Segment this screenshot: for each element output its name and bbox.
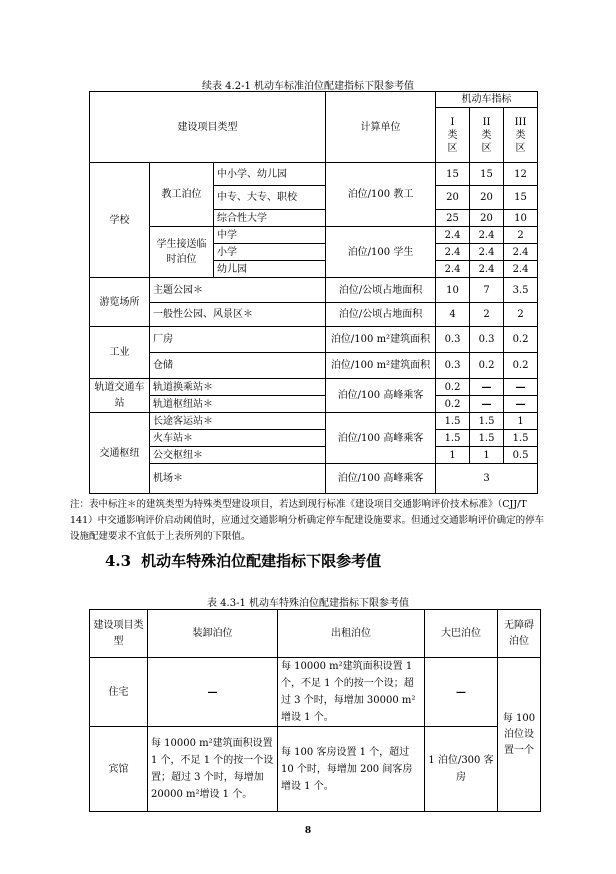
category-school: 学校: [90, 163, 150, 278]
row-label: 中专、大专、职校: [214, 186, 326, 210]
table1-caption: 续表 4.2-1 机动车标准泊位配建指标下限参考值: [201, 81, 414, 92]
row-label: 轨道换乘站＊: [150, 379, 326, 396]
value-cell: 2.4: [504, 244, 538, 261]
header-unit: 计算单位: [326, 92, 436, 163]
value-cell: 12: [504, 163, 538, 186]
unit-cell: 泊位/100 高峰乘客: [326, 379, 436, 413]
t2-cell-loading: —: [148, 658, 278, 727]
unit-cell: 泊位/公顷占地面积: [326, 303, 436, 327]
section-title: 机动车特殊泊位配建指标下限参考值: [141, 552, 382, 570]
row-label: 机场＊: [150, 464, 326, 494]
unit-cell: 泊位/公顷占地面积: [326, 278, 436, 303]
value-cell: 1.5: [504, 430, 538, 447]
unit-cell: 泊位/100 高峰乘客: [326, 413, 436, 464]
value-cell: 1: [504, 413, 538, 430]
value-cell: 1.5: [470, 430, 504, 447]
table2: [89, 609, 541, 812]
value-cell: 10: [504, 210, 538, 227]
t2-cell-taxi: 每 100 客房设置 1 个，超过 10 个时，每增加 200 间客房增设 1 个。: [278, 727, 425, 812]
value-cell: 3.5: [504, 278, 538, 303]
row-label: 厂房: [150, 327, 326, 353]
table-note: 注：表中标注＊的建筑类型为特殊类型建设项目，若达到现行标准《建设项目交通影响评价技术标准》（CJJ/T 141）中交通影响评价启动阈值时，应通过交通影响分析确定停车配建设施要求。但通过交通影响评价确定的停车设施配建要求不宜低于上表所列的下限值。: [70, 499, 545, 542]
value-cell: 2.4: [470, 261, 504, 278]
value-cell: 1.5: [470, 413, 504, 430]
t2-header-loading: 装卸泊位: [148, 610, 278, 658]
value-cell: 0.2: [436, 379, 470, 396]
unit-cell: 泊位/100 教工: [326, 163, 436, 227]
t2-header-project-type: 建设项目类型: [90, 610, 148, 658]
value-cell: 2.4: [436, 227, 470, 244]
subcategory-staff: 教工泊位: [150, 163, 214, 227]
value-cell: 2.4: [436, 244, 470, 261]
value-cell: 0.2: [436, 396, 470, 413]
value-cell: —: [504, 396, 538, 413]
value-cell: —: [470, 396, 504, 413]
value-cell: 0.2: [504, 353, 538, 379]
value-cell: 1.5: [436, 430, 470, 447]
header-zone-3: III 类 区: [504, 108, 538, 163]
value-cell: —: [504, 379, 538, 396]
row-label: 小学: [214, 244, 326, 261]
t2-cell-taxi: 每 10000 m²建筑面积设置 1 个，不足 1 个的按一个设；超过 3 个时，每增加 30000 m²增设 1 个。: [278, 658, 425, 727]
category-rail: 轨道交通车站: [90, 379, 150, 413]
value-cell: 15: [504, 186, 538, 210]
table1: [89, 91, 538, 494]
row-label: 综合性大学: [214, 210, 326, 227]
category-park: 游览场所: [90, 278, 150, 327]
t2-cell-loading: 每 10000 m²建筑面积设置 1 个，不足 1 个的按一个设置；超过 3 个时，每增加 20000 m²增设 1 个。: [148, 727, 278, 812]
value-cell: 0.3: [436, 353, 470, 379]
unit-cell: 泊位/100 m²建筑面积: [326, 327, 436, 353]
value-cell: 2.4: [504, 261, 538, 278]
t2-row-type: 住宅: [90, 658, 148, 727]
value-cell: 2: [504, 303, 538, 327]
row-label: 轨道枢纽站＊: [150, 396, 326, 413]
row-label: 长途客运站＊: [150, 413, 326, 430]
row-label: 中小学、幼儿园: [214, 163, 326, 186]
section-heading: [105, 550, 381, 571]
row-label: 火车站＊: [150, 430, 326, 447]
page-number: 8: [304, 826, 312, 836]
value-cell: 25: [436, 210, 470, 227]
header-zone-2: II 类 区: [470, 108, 504, 163]
table2-caption: 表 4.3-1 机动车特殊泊位配建指标下限参考值: [206, 598, 409, 609]
header-zone-1: I 类 区: [436, 108, 470, 163]
value-cell: 0.2: [470, 353, 504, 379]
value-cell: 7: [470, 278, 504, 303]
t2-cell-accessible: 每 100 泊位设置一个: [498, 658, 541, 812]
section-number: 4.3: [105, 552, 132, 570]
value-cell: 10: [436, 278, 470, 303]
category-industry: 工业: [90, 327, 150, 379]
value-cell: 15: [470, 163, 504, 186]
value-cell: 1.5: [436, 413, 470, 430]
value-cell: —: [470, 379, 504, 396]
t2-cell-bus: 1 泊位/300 客房: [425, 727, 498, 812]
row-label: 仓储: [150, 353, 326, 379]
value-cell: 1: [436, 447, 470, 464]
t2-header-taxi: 出租泊位: [278, 610, 425, 658]
value-cell: 15: [436, 163, 470, 186]
row-label: 一般性公园、风景区＊: [150, 303, 326, 327]
subcategory-pickup: 学生接送临时泊位: [150, 227, 214, 278]
value-cell: 1: [470, 447, 504, 464]
value-cell: 2: [470, 303, 504, 327]
t2-header-accessible: 无障碍泊位: [498, 610, 541, 658]
unit-cell: 泊位/100 高峰乘客: [326, 464, 436, 494]
value-cell: 4: [436, 303, 470, 327]
value-cell: 20: [436, 186, 470, 210]
value-cell: 0.3: [470, 327, 504, 353]
row-label: 中学: [214, 227, 326, 244]
value-cell: 20: [470, 210, 504, 227]
unit-cell: 泊位/100 学生: [326, 227, 436, 278]
row-label: 幼儿园: [214, 261, 326, 278]
t2-row-type: 宾馆: [90, 727, 148, 812]
value-cell: 2.4: [470, 227, 504, 244]
unit-cell: 泊位/100 m²建筑面积: [326, 353, 436, 379]
value-cell: 2: [504, 227, 538, 244]
row-label: 主题公园＊: [150, 278, 326, 303]
value-cell: 0.3: [436, 327, 470, 353]
value-cell: 2.4: [470, 244, 504, 261]
value-cell: 2.4: [436, 261, 470, 278]
header-indicator: 机动车指标: [436, 92, 538, 108]
value-cell: 0.2: [504, 327, 538, 353]
value-cell: 20: [470, 186, 504, 210]
header-project-type: 建设项目类型: [90, 92, 326, 163]
row-label: 公交枢纽＊: [150, 447, 326, 464]
value-cell: 3: [436, 464, 538, 494]
value-cell: 0.5: [504, 447, 538, 464]
t2-cell-bus: —: [425, 658, 498, 727]
t2-header-bus: 大巴泊位: [425, 610, 498, 658]
category-hub: 交通枢纽: [90, 413, 150, 494]
